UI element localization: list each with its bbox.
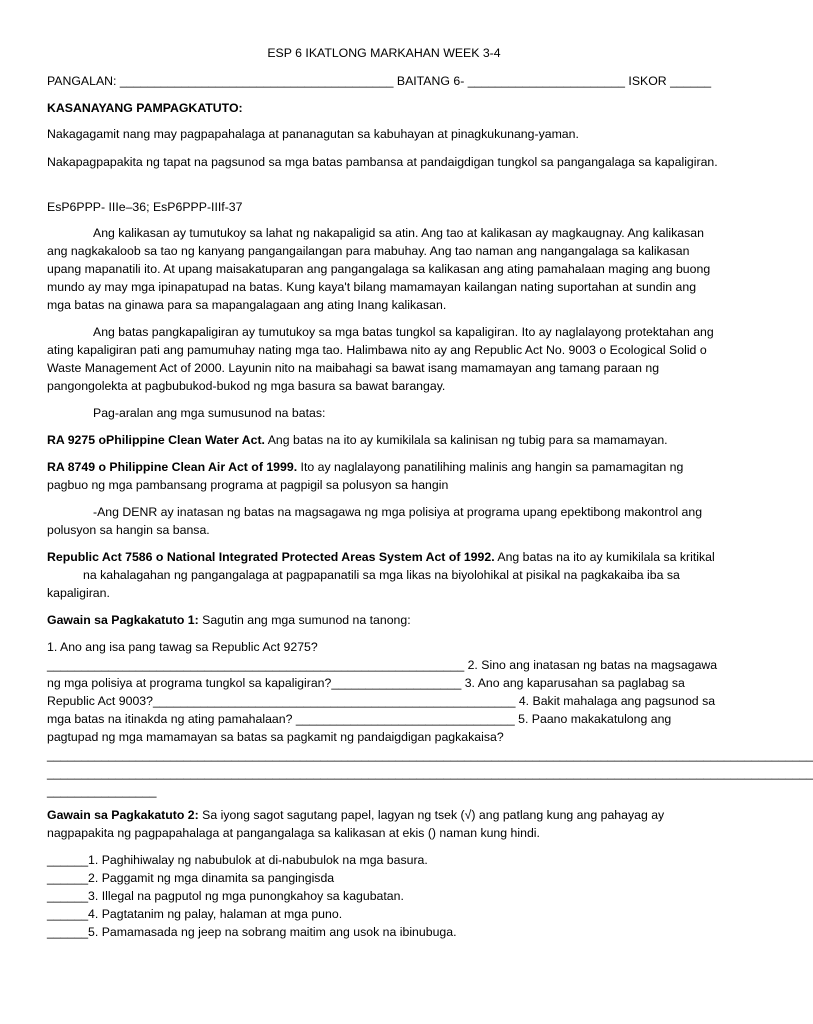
activity-2-item: ______2. Paggamit ng mga dinamita sa pangingisda xyxy=(47,871,335,885)
law-ra7586-title: Republic Act 7586 o National Integrated Protected Areas System Act of 1992. xyxy=(47,550,495,564)
activity-1-body-block xyxy=(47,656,813,800)
denr-text: -Ang DENR ay inatasan ng batas na magsagawa ng mga polisiya at programa upang epektibong makontrol ang polusyon sa hangin sa bansa. xyxy=(47,505,703,537)
paragraph-kalikasan: Ang kalikasan ay tumutukoy sa lahat ng nakapaligid sa atin. Ang tao at kalikasan ay magkaugnay. Ang kalikasan ang nagkakaloob sa tao ng kanyang pangangailangan para mabuhay. Ang tao naman ang nangangalaga sa kalikasan upang mapanatili ito. At upang maisakatuparan ang pangangalaga sa kalikasan ang ating pamahalaan maging ang buong mundo ay may mga ipinapatupad na batas. Kung kaya't bilang mamamayan kailangan nating suportahan at sundin ang mga batas na ginawa para sa mapangalagaan ang ating Inang kalikasan. xyxy=(47,226,711,312)
law-ra8749-text: Ito ay naglalayong panatilihing malinis ang hangin sa pamamagitan ng pagbuo ng mga pambansang programa at pagpigil sa polusyon sa hangin xyxy=(47,460,684,492)
competency-line-1: Nakagagamit nang may pagpapahalaga at pananagutan sa kabuhayan at pinagkukunang-yaman. xyxy=(47,127,579,141)
competency-line-2: Nakapagpapakita ng tapat na pagsunod sa mga batas pambansa at pandaigdigan tungkol sa pangangalaga sa kapaligiran. xyxy=(47,155,718,169)
law-ra9275 xyxy=(47,431,722,449)
activity-2-instruction: Sa iyong sagot sagutang papel, lagyan ng tsek (√) ang patlang kung ang pahayag ay nagpapakita ng pagpapahalaga at pangangalaga sa kalikasan at ekis () naman kung hindi. xyxy=(47,808,665,840)
competency-line-2-block xyxy=(47,153,722,171)
law-ra8749 xyxy=(47,458,722,494)
paragraph-1-block xyxy=(47,224,722,314)
paragraph-3-block xyxy=(47,404,722,422)
competency-code-block xyxy=(47,198,722,216)
law-ra7586 xyxy=(47,548,722,602)
activity-2-item: ______5. Pamamasada ng jeep na sobrang maitim ang usok na ibinubuga. xyxy=(47,925,457,939)
answer-line-3: ________________ xyxy=(47,784,157,798)
activity-2-heading-block xyxy=(47,806,722,842)
activity-1-question-1: 1. Ano ang isa pang tawag sa Republic Act 9275? xyxy=(47,640,318,654)
activity-2-heading: Gawain sa Pagkakatuto 2: xyxy=(47,808,199,822)
activity-1-questions-with-blanks: _____________________________________________________________ 2. Sino ang inatasan ng batas na magsagawa ng mga polisiya at programa tungkol sa kapaligiran?___________________ 3. Ano ang kaparusahan sa paglabag sa Republic Act 9003?_____________________________________________________ 4. Bakit mahalaga ang pagsunod sa mga batas na itinakda ng ating pamahalaan? ________________________________ 5. Paano makakatulong ang pagtupad ng mga mamamayan sa batas sa pagkamit ng pandaigdigan pagkakaisa? xyxy=(47,658,718,744)
answer-line-1: ________________________________________________________________________________________________________________ xyxy=(47,748,813,762)
answer-line-2: ________________________________________________________________________________________________________________ xyxy=(47,766,813,780)
paragraph-pag-aralan: Pag-aralan ang mga sumusunod na batas: xyxy=(93,406,326,420)
name-grade-score-fields: PANGALAN: ________________________________________ BAITANG 6- _______________________ ISKOR ______ xyxy=(47,74,712,88)
activity-2-item: ______3. Illegal na pagputol ng mga punongkahoy sa kagubatan. xyxy=(47,889,404,903)
paragraph-batas-pangkapaligiran: Ang batas pangkapaligiran ay tumutukoy sa mga batas tungkol sa kapaligiran. Ito ay naglalayong protektahan ang ating kapaligiran pati ang pamumuhay nating mga tao. Halimbawa nito ay ang Republic Act No. 9003 o Ecological Solid o Waste Management Act of 2000. Layunin nito na maibahagi sa bawat isang mamamayan ang tamang paraan ng pangongolekta at pagbubukod-bukod ng mga basura sa bawat barangay. xyxy=(47,325,714,393)
competency-heading: KASANAYANG PAMPAGKATUTO: xyxy=(47,101,243,115)
activity-1-instruction: Sagutin ang mga sumunod na tanong: xyxy=(198,613,411,627)
competency-heading-block xyxy=(47,99,722,117)
competency-line-1-block xyxy=(47,125,722,143)
activity-2-items xyxy=(47,851,722,941)
activity-2-item: ______1. Paghihiwalay ng nabubulok at di-nabubulok na mga basura. xyxy=(47,853,428,867)
law-ra9275-title: RA 9275 oPhilippine Clean Water Act. xyxy=(47,433,265,447)
activity-1-question-1-block xyxy=(47,638,722,656)
activity-1-heading-block xyxy=(47,611,722,629)
worksheet-title: ESP 6 IKATLONG MARKAHAN WEEK 3-4 xyxy=(267,46,501,60)
law-ra7586-text-a: Ang batas na ito ay kumikilala sa kritikal xyxy=(494,550,715,564)
law-ra7586-text-b: na kahalagahan ng pangangalaga at pagpapanatili sa mga likas na biyolohikal at pisikal na pagkakaiba iba sa kapaligiran. xyxy=(47,568,680,600)
activity-1-heading: Gawain sa Pagkakatuto 1: xyxy=(47,613,199,627)
name-grade-score-line xyxy=(47,72,722,90)
law-ra8749-title: RA 8749 o Philippine Clean Air Act of 1999. xyxy=(47,460,298,474)
activity-2-item: ______4. Pagtatanim ng palay, halaman at mga puno. xyxy=(47,907,343,921)
paragraph-2-block xyxy=(47,323,722,395)
law-ra9275-text: Ang batas na ito ay kumikilala sa kalinisan ng tubig para sa mamamayan. xyxy=(264,433,668,447)
competency-code: EsP6PPP- IIIe–36; EsP6PPP-IIIf-37 xyxy=(47,200,243,214)
law-denr-note xyxy=(47,503,722,539)
